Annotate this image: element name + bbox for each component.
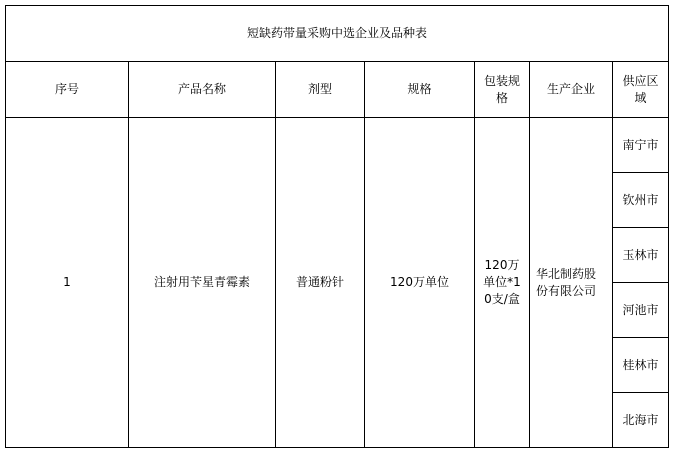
cell-maker-text: 华北制药股份有限公司 xyxy=(536,266,597,298)
header-region-label: 供应区域 xyxy=(622,73,659,105)
cell-spec: 120万单位 xyxy=(365,118,475,448)
cell-region: 桂林市 xyxy=(613,338,669,393)
header-seq: 序号 xyxy=(6,62,129,118)
header-spec: 规格 xyxy=(365,62,475,118)
header-pack xyxy=(475,62,530,118)
header-region xyxy=(613,62,669,118)
header-product: 产品名称 xyxy=(129,62,276,118)
header-pack-label: 包装规格 xyxy=(483,73,520,105)
header-row xyxy=(6,62,669,118)
cell-product: 注射用苄星青霉素 xyxy=(129,118,276,448)
cell-form: 普通粉针 xyxy=(276,118,365,448)
table-row xyxy=(6,118,669,173)
cell-region: 南宁市 xyxy=(613,118,669,173)
cell-region: 钦州市 xyxy=(613,173,669,228)
cell-region: 河池市 xyxy=(613,283,669,338)
cell-seq: 1 xyxy=(6,118,129,448)
procurement-table xyxy=(5,5,669,448)
cell-maker xyxy=(530,118,613,448)
cell-region: 玉林市 xyxy=(613,228,669,283)
cell-pack xyxy=(475,118,530,448)
table-title: 短缺药带量采购中选企业及品种表 xyxy=(6,6,669,62)
header-maker: 生产企业 xyxy=(530,62,613,118)
cell-region: 北海市 xyxy=(613,393,669,448)
header-form: 剂型 xyxy=(276,62,365,118)
cell-pack-text: 120万单位*10支/盒 xyxy=(483,258,521,306)
